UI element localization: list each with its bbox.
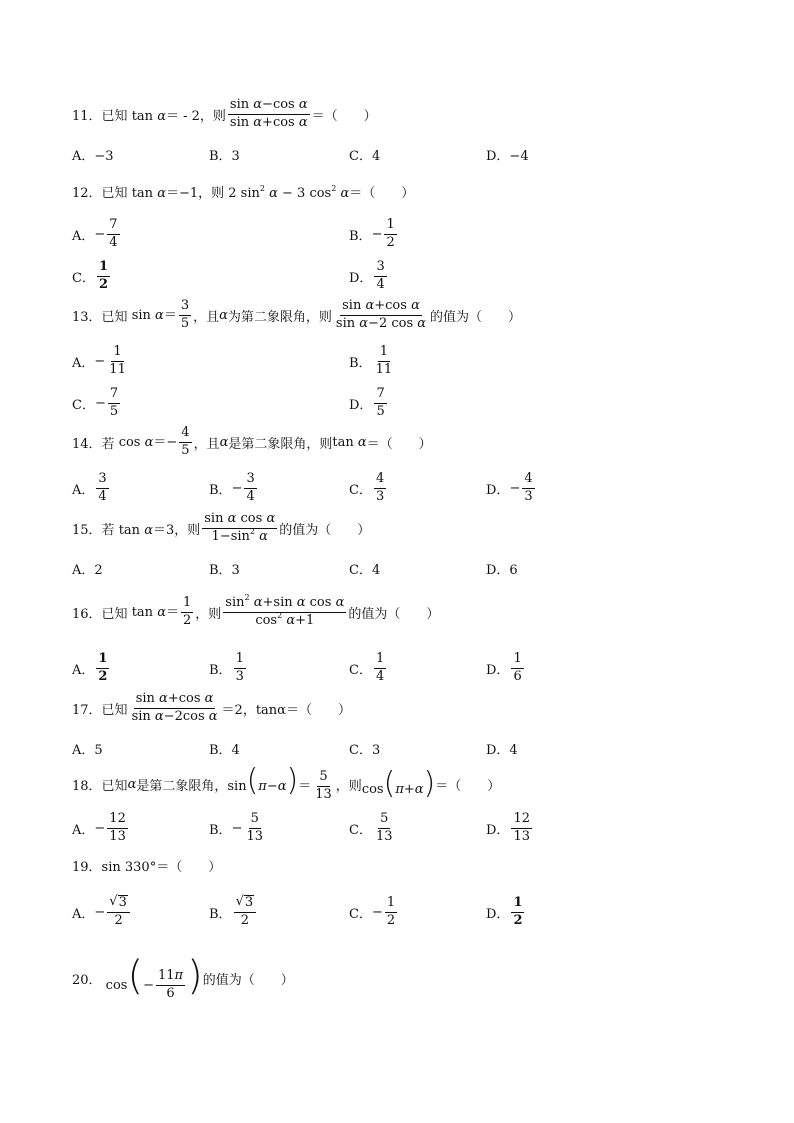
math-alpha: α (127, 776, 137, 792)
math-expr: tan α＝ $\frac{1}{2}$ (127, 595, 192, 628)
math-expr: cos(− $\frac{11\pi}{6}$ ) (101, 953, 203, 1001)
question-stem: ，则 (335, 778, 362, 794)
options-row-11 (72, 134, 732, 174)
options-row-19 (72, 892, 732, 932)
option-d[interactable]: D． $\frac{12}{13}$ (486, 810, 530, 844)
question-number: 16． (72, 606, 102, 622)
math-expr: cos α＝− $\frac{4}{5}$ (114, 425, 190, 458)
option-c[interactable]: C． $\frac{4}{3}$ (349, 470, 385, 504)
options-row-13-1 (72, 341, 732, 381)
question-18 (72, 763, 501, 803)
question-stem: 已知 (101, 108, 128, 124)
question-16 (72, 593, 440, 629)
question-number: 14． (72, 436, 102, 452)
math-expr: tan α＝3 (114, 522, 175, 538)
math-expr: cos(π+α) (361, 766, 436, 802)
options-row-15 (72, 548, 732, 588)
option-b[interactable]: B．3 (209, 562, 240, 578)
answer-blank: 的值为（ ） (430, 309, 522, 325)
option-a[interactable]: A． $\frac{3}{4}$ (72, 470, 107, 504)
option-a[interactable]: A． $\frac{1}{2}$ (72, 650, 108, 684)
fraction: $\frac{\sin^2 \alpha+\sin \alpha \cos \alpha}{\cos^2 \alpha+1}$ (225, 593, 345, 628)
option-a[interactable]: A． − $\frac{1}{11}$ (72, 343, 126, 377)
question-stem: ，则 (199, 108, 226, 124)
question-17 (72, 692, 351, 725)
math-expr: tan α＝ - 2 (127, 108, 200, 124)
options-row-18 (72, 808, 732, 848)
option-c[interactable]: C．4 (349, 562, 381, 578)
fraction: $\frac{\text{sin α−cos α}}{\text{sin α+cos α}}$ (229, 97, 308, 130)
question-stem: 已知 (101, 186, 128, 201)
question-stem: ＝2，tanα＝（ ） (221, 702, 351, 718)
math-expr: sin(π−α)＝ $\frac{5}{13}$ (227, 763, 332, 802)
option-a[interactable]: A． − √ 3 2 (72, 892, 132, 932)
question-number: 18． (72, 778, 102, 794)
fraction: $\frac{\text{sin α+cos α}}{\text{sin α−2cos α}}$ (131, 691, 218, 724)
option-a[interactable]: A．−3 (72, 148, 114, 164)
question-number: 12． (72, 186, 102, 201)
option-b[interactable]: B． √ 3 2 (209, 892, 258, 932)
answer-blank: ＝（ ） (349, 186, 415, 201)
question-stem: 为第二象限角，则 (227, 309, 332, 325)
option-b[interactable]: B． − $\frac{5}{13}$ (209, 810, 264, 844)
option-a[interactable]: A．5 (72, 742, 103, 758)
answer-blank: 的值为（ ） (348, 606, 440, 622)
math-expr: tan α＝−1，则 2 $\sin^2 \alpha - 3$ $\cos^2 \alpha$ (127, 184, 350, 201)
question-stem: 已知 (101, 702, 128, 718)
options-row-13-2 (72, 383, 732, 423)
option-d[interactable]: D． $\frac{1}{2}$ (486, 894, 523, 928)
options-row-12-2 (72, 256, 732, 296)
fraction: $\frac{\text{sin α cos α}}{1-\sin^2 \alpha}$ (204, 511, 276, 544)
question-stem: 已知 (101, 778, 128, 794)
option-c[interactable]: C． − $\frac{1}{2}$ (349, 894, 396, 928)
question-13 (72, 299, 521, 332)
question-stem: 若 (101, 436, 115, 452)
question-14 (72, 426, 432, 459)
math-alpha: α (219, 434, 229, 450)
question-12 (72, 182, 414, 201)
question-stem: 是第二象限角， (136, 778, 228, 794)
option-a[interactable]: A． − $\frac{7}{4}$ (72, 216, 118, 250)
option-b[interactable]: B． − $\frac{1}{2}$ (349, 216, 395, 250)
question-number: 15． (72, 522, 102, 538)
options-row-17 (72, 728, 732, 768)
option-a[interactable]: A．2 (72, 562, 103, 578)
question-stem: ，且 (193, 436, 220, 452)
answer-blank: ＝（ ） (366, 436, 432, 452)
option-d[interactable]: D．−4 (486, 148, 529, 164)
option-c[interactable]: C． $\frac{1}{4}$ (349, 650, 385, 684)
question-11 (72, 98, 377, 131)
answer-blank: ＝（ ） (311, 108, 377, 124)
option-c[interactable]: C．3 (349, 742, 381, 758)
option-d[interactable]: D． − $\frac{4}{3}$ (486, 470, 533, 504)
question-number: 13． (72, 309, 102, 325)
question-20 (72, 953, 294, 1002)
question-stem: ，且 (193, 309, 220, 325)
option-d[interactable]: D．6 (486, 562, 518, 578)
option-a[interactable]: A． − $\frac{12}{13}$ (72, 810, 126, 844)
question-stem: ，则 (174, 522, 201, 538)
option-c[interactable]: C．4 (349, 148, 381, 164)
option-c[interactable]: C． − $\frac{7}{5}$ (72, 385, 119, 419)
question-stem: 已知 (101, 309, 128, 325)
question-stem: 若 (101, 522, 115, 538)
question-number: 11． (72, 108, 102, 124)
answer-blank: 的值为（ ） (279, 522, 371, 538)
question-number: 17． (72, 702, 102, 718)
options-row-16 (72, 648, 732, 688)
option-b[interactable]: B．3 (209, 148, 240, 164)
question-stem: ，则 (195, 606, 222, 622)
option-d[interactable]: D． $\frac{3}{4}$ (349, 258, 385, 292)
answer-blank: 的值为（ ） (202, 973, 294, 989)
math-expr: sin α＝ $\frac{3}{5}$ (127, 298, 190, 331)
question-number: 19． (72, 860, 102, 875)
option-b[interactable]: B．4 (209, 742, 240, 758)
options-row-12-1 (72, 214, 732, 254)
answer-blank: ＝（ ） (435, 778, 501, 794)
option-d[interactable]: D． $\frac{1}{6}$ (486, 650, 522, 684)
option-b[interactable]: B． − $\frac{3}{4}$ (209, 470, 255, 504)
option-b[interactable]: B． $\frac{1}{11}$ (349, 343, 393, 377)
question-15 (72, 512, 370, 545)
option-d[interactable]: D． $\frac{7}{5}$ (349, 385, 385, 419)
option-c[interactable]: C． $\frac{5}{13}$ (349, 810, 393, 844)
question-19 (72, 856, 221, 875)
option-c[interactable]: C． $\frac{1}{2}$ (72, 258, 108, 292)
option-d[interactable]: D．4 (486, 742, 518, 758)
question-stem: sin 330°＝（ ） (101, 860, 222, 875)
math-alpha: α (219, 307, 228, 323)
fraction: $\frac{\text{sin α+cos α}}{\text{sin α−2 cos α}}$ (335, 298, 427, 331)
math-expr: tan α (332, 434, 367, 450)
options-row-14 (72, 468, 732, 508)
option-b[interactable]: B． $\frac{1}{3}$ (209, 650, 244, 684)
question-stem: 已知 (101, 606, 128, 622)
question-number: 20． (72, 973, 102, 989)
question-stem: 是第二象限角，则 (228, 436, 333, 452)
